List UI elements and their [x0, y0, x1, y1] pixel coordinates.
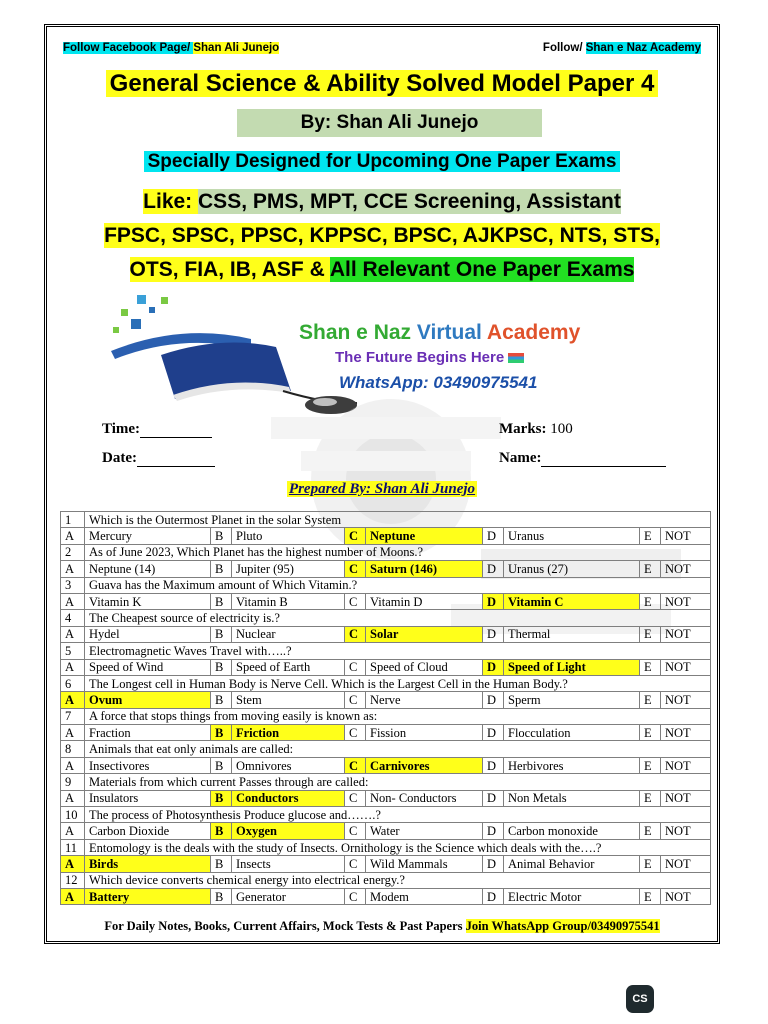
option-letter[interactable]: C — [345, 790, 366, 806]
academy-whatsapp: WhatsApp: 03490975541 — [339, 373, 538, 392]
question-text: Entomology is the deals with the study of Insects. Ornithology is the Science which deals with the….? — [85, 839, 711, 855]
option-text[interactable]: Vitamin B — [232, 593, 345, 609]
question-number: 6 — [61, 675, 85, 691]
option-text[interactable]: Non- Conductors — [366, 790, 483, 806]
option-text[interactable]: Herbivores — [504, 757, 640, 773]
option-text[interactable]: Hydel — [85, 626, 211, 642]
option-text[interactable]: Vitamin K — [85, 593, 211, 609]
option-letter[interactable]: C — [345, 888, 366, 904]
option-letter[interactable]: D — [483, 692, 504, 708]
option-text[interactable]: NOT — [661, 823, 711, 839]
question-row — [61, 708, 711, 724]
question-number: 4 — [61, 610, 85, 626]
byline: By: Shan Ali Junejo — [237, 109, 542, 137]
option-text[interactable]: NOT — [661, 856, 711, 872]
academy-tagline — [335, 349, 524, 366]
name-field — [499, 450, 666, 467]
option-letter[interactable]: B — [211, 888, 232, 904]
option-letter[interactable]: D — [483, 823, 504, 839]
time-label: Time: — [102, 421, 141, 437]
time-field — [102, 421, 212, 438]
prepared-by-text: Prepared By: Shan Ali Junejo — [288, 481, 476, 497]
option-text[interactable]: NOT — [661, 528, 711, 544]
option-text[interactable]: Speed of Earth — [232, 659, 345, 675]
paper-title-text: General Science & Ability Solved Model Paper 4 — [106, 70, 659, 97]
correct-answer[interactable]: Friction — [232, 725, 345, 741]
question-text: Which is the Outermost Planet in the solar System — [85, 512, 711, 528]
option-letter[interactable]: D — [483, 626, 504, 642]
option-letter[interactable]: D — [483, 725, 504, 741]
time-blank[interactable] — [140, 437, 212, 438]
correct-answer[interactable]: Saturn (146) — [366, 561, 483, 577]
option-letter[interactable]: E — [640, 856, 661, 872]
option-text[interactable]: Sperm — [504, 692, 640, 708]
prepared-by — [47, 480, 717, 498]
option-letter[interactable]: B — [211, 626, 232, 642]
option-text[interactable]: Jupiter (95) — [232, 561, 345, 577]
question-row — [61, 807, 711, 823]
options-row — [61, 823, 711, 839]
option-letter[interactable]: C — [345, 528, 366, 544]
option-letter[interactable]: B — [211, 659, 232, 675]
question-row — [61, 610, 711, 626]
option-letter[interactable]: B — [211, 790, 232, 806]
option-letter[interactable]: D — [483, 659, 504, 675]
option-letter[interactable]: E — [640, 659, 661, 675]
question-number: 8 — [61, 741, 85, 757]
exam-list-line-2-text: FPSC, SPSC, PPSC, KPPSC, BPSC, AJKPSC, NTS, STS, — [104, 224, 660, 247]
option-letter[interactable]: A — [61, 856, 85, 872]
option-letter[interactable]: E — [640, 626, 661, 642]
option-letter[interactable]: C — [345, 856, 366, 872]
option-letter[interactable]: E — [640, 823, 661, 839]
paper-title — [47, 69, 717, 99]
correct-answer[interactable]: Battery — [85, 888, 211, 904]
question-text: The Cheapest source of electricity is.? — [85, 610, 711, 626]
option-text[interactable]: Insectivores — [85, 757, 211, 773]
question-text: A force that stops things from moving easily is known as: — [85, 708, 711, 724]
footer-text: For Daily Notes, Books, Current Affairs, Mock Tests & Past Papers — [104, 919, 466, 933]
correct-answer[interactable]: Solar — [366, 626, 483, 642]
option-text[interactable]: Nuclear — [232, 626, 345, 642]
option-letter[interactable]: B — [211, 856, 232, 872]
option-text[interactable]: Non Metals — [504, 790, 640, 806]
exam-list-line-3 — [47, 255, 717, 284]
option-letter[interactable]: E — [640, 725, 661, 741]
option-letter[interactable]: C — [345, 659, 366, 675]
follow-academy — [543, 41, 701, 56]
option-text[interactable]: NOT — [661, 790, 711, 806]
option-text[interactable]: Carbon Dioxide — [85, 823, 211, 839]
academy-logo — [101, 295, 661, 415]
option-letter[interactable]: A — [61, 888, 85, 904]
options-row — [61, 790, 711, 806]
option-letter[interactable]: C — [345, 593, 366, 609]
option-letter[interactable]: A — [61, 626, 85, 642]
option-text[interactable]: NOT — [661, 888, 711, 904]
follow-facebook-prefix: Follow Facebook Page/ — [63, 42, 194, 54]
options-row — [61, 659, 711, 675]
option-letter[interactable]: E — [640, 790, 661, 806]
option-letter[interactable]: B — [211, 593, 232, 609]
option-letter[interactable]: C — [345, 692, 366, 708]
option-text[interactable]: Electric Motor — [504, 888, 640, 904]
question-row — [61, 872, 711, 888]
question-number: 3 — [61, 577, 85, 593]
question-number: 1 — [61, 512, 85, 528]
question-text: As of June 2023, Which Planet has the highest number of Moons.? — [85, 544, 711, 560]
options-row — [61, 856, 711, 872]
option-letter[interactable]: E — [640, 593, 661, 609]
options-row — [61, 593, 711, 609]
exam-list-line-1 — [47, 187, 717, 216]
marks-value: 100 — [550, 421, 573, 437]
question-row — [61, 774, 711, 790]
option-letter[interactable]: A — [61, 692, 85, 708]
option-letter[interactable]: A — [61, 823, 85, 839]
option-text[interactable]: Fission — [366, 725, 483, 741]
option-text[interactable]: Vitamin D — [366, 593, 483, 609]
follow-facebook-name: Shan Ali Junejo — [193, 42, 280, 54]
question-row — [61, 544, 711, 560]
option-letter[interactable]: E — [640, 561, 661, 577]
option-letter[interactable]: B — [211, 757, 232, 773]
question-row — [61, 675, 711, 691]
academy-name-b: Virtual — [416, 321, 487, 344]
option-letter[interactable]: D — [483, 593, 504, 609]
options-row — [61, 725, 711, 741]
correct-answer[interactable]: Oxygen — [232, 823, 345, 839]
option-letter[interactable]: B — [211, 823, 232, 839]
option-letter[interactable]: C — [345, 725, 366, 741]
specially-designed-text: Specially Designed for Upcoming One Paper Exams — [144, 151, 621, 172]
question-text: The Longest cell in Human Body is Nerve Cell. Which is the Largest Cell in the Human Body.? — [85, 675, 711, 691]
option-text[interactable]: Pluto — [232, 528, 345, 544]
option-letter[interactable]: A — [61, 725, 85, 741]
option-letter[interactable]: C — [345, 561, 366, 577]
options-row — [61, 757, 711, 773]
date-blank[interactable] — [137, 466, 215, 467]
name-blank[interactable] — [541, 466, 666, 467]
option-letter[interactable]: B — [211, 561, 232, 577]
option-letter[interactable]: D — [483, 757, 504, 773]
question-text: Materials from which current Passes through are called: — [85, 774, 711, 790]
option-letter[interactable]: C — [345, 757, 366, 773]
correct-answer[interactable]: Conductors — [232, 790, 345, 806]
option-letter[interactable]: E — [640, 888, 661, 904]
like-prefix: Like: — [143, 190, 199, 213]
option-text[interactable]: Speed of Cloud — [366, 659, 483, 675]
marks-label: Marks: — [499, 421, 547, 437]
question-text: Which device converts chemical energy into electrical energy.? — [85, 872, 711, 888]
question-row — [61, 512, 711, 528]
academy-name — [299, 321, 580, 345]
paper-page — [44, 24, 720, 944]
question-number: 5 — [61, 643, 85, 659]
options-row — [61, 692, 711, 708]
option-text[interactable]: NOT — [661, 659, 711, 675]
date-field — [102, 450, 215, 467]
exam-list-line-2 — [47, 221, 717, 250]
question-row — [61, 577, 711, 593]
books-icon — [508, 353, 524, 363]
name-label: Name: — [499, 450, 542, 466]
option-letter[interactable]: D — [483, 790, 504, 806]
like-exams: CSS, PMS, MPT, CCE Screening, Assistant — [198, 190, 621, 213]
option-letter[interactable]: A — [61, 593, 85, 609]
option-letter[interactable]: C — [345, 823, 366, 839]
option-text[interactable]: Water — [366, 823, 483, 839]
date-label: Date: — [102, 450, 137, 466]
question-number: 10 — [61, 807, 85, 823]
academy-name-c: Academy — [486, 321, 581, 344]
option-text[interactable]: Mercury — [85, 528, 211, 544]
follow-academy-prefix: Follow/ — [542, 42, 586, 54]
option-letter[interactable]: E — [640, 757, 661, 773]
question-row — [61, 643, 711, 659]
option-letter[interactable]: D — [483, 856, 504, 872]
correct-answer[interactable]: Vitamin C — [504, 593, 640, 609]
exam-list-line-3-a: OTS, FIA, IB, ASF & — [129, 258, 330, 281]
option-letter[interactable]: A — [61, 790, 85, 806]
option-letter[interactable]: D — [483, 888, 504, 904]
correct-answer[interactable]: Carnivores — [366, 757, 483, 773]
exam-list-line-3-b: All Relevant One Paper Exams — [329, 258, 635, 281]
footer — [47, 919, 717, 934]
question-row — [61, 839, 711, 855]
question-number: 7 — [61, 708, 85, 724]
follow-academy-name: Shan e Naz Academy — [585, 42, 701, 54]
question-text: Electromagnetic Waves Travel with…..? — [85, 643, 711, 659]
question-number: 12 — [61, 872, 85, 888]
option-letter[interactable]: A — [61, 561, 85, 577]
options-row — [61, 528, 711, 544]
option-text[interactable]: Animal Behavior — [504, 856, 640, 872]
option-text[interactable]: NOT — [661, 561, 711, 577]
correct-answer[interactable]: Ovum — [85, 692, 211, 708]
specially-designed — [47, 149, 717, 174]
question-text: Animals that eat only animals are called: — [85, 741, 711, 757]
question-text: Guava has the Maximum amount of Which Vitamin.? — [85, 577, 711, 593]
correct-answer[interactable]: Neptune — [366, 528, 483, 544]
option-text[interactable]: Uranus — [504, 528, 640, 544]
option-text[interactable]: NOT — [661, 757, 711, 773]
camscanner-badge-icon[interactable]: CS — [626, 985, 654, 1013]
option-letter[interactable]: A — [61, 757, 85, 773]
option-text[interactable]: Modem — [366, 888, 483, 904]
option-text[interactable]: Flocculation — [504, 725, 640, 741]
options-row — [61, 626, 711, 642]
marks-field — [499, 421, 573, 438]
option-text[interactable]: Speed of Wind — [85, 659, 211, 675]
option-text[interactable]: Generator — [232, 888, 345, 904]
option-text[interactable]: Insulators — [85, 790, 211, 806]
correct-answer[interactable]: Birds — [85, 856, 211, 872]
option-letter[interactable]: D — [483, 528, 504, 544]
follow-facebook — [63, 41, 279, 56]
question-row — [61, 741, 711, 757]
option-text[interactable]: Neptune (14) — [85, 561, 211, 577]
option-text[interactable]: NOT — [661, 725, 711, 741]
option-letter[interactable]: A — [61, 659, 85, 675]
options-row — [61, 888, 711, 904]
correct-answer[interactable]: Speed of Light — [504, 659, 640, 675]
question-number: 11 — [61, 839, 85, 855]
option-text[interactable]: Carbon monoxide — [504, 823, 640, 839]
footer-whatsapp-group[interactable]: Join WhatsApp Group/03490975541 — [465, 919, 660, 933]
option-letter[interactable]: C — [345, 626, 366, 642]
option-letter[interactable]: B — [211, 692, 232, 708]
option-letter[interactable]: D — [483, 561, 504, 577]
option-text[interactable]: Fraction — [85, 725, 211, 741]
option-text[interactable]: Omnivores — [232, 757, 345, 773]
question-number: 2 — [61, 544, 85, 560]
option-text[interactable]: Thermal — [504, 626, 640, 642]
option-text[interactable]: NOT — [661, 692, 711, 708]
option-text[interactable]: Nerve — [366, 692, 483, 708]
option-text[interactable]: Stem — [232, 692, 345, 708]
option-text[interactable]: NOT — [661, 626, 711, 642]
questions-table — [60, 511, 711, 905]
option-text[interactable]: Wild Mammals — [366, 856, 483, 872]
academy-tagline-text: The Future Begins Here — [335, 349, 505, 366]
option-letter[interactable]: E — [640, 528, 661, 544]
academy-name-a: Shan e Naz — [299, 321, 417, 344]
option-letter[interactable]: E — [640, 692, 661, 708]
option-text[interactable]: Insects — [232, 856, 345, 872]
options-row — [61, 561, 711, 577]
question-text: The process of Photosynthesis Produce glucose and…….? — [85, 807, 711, 823]
question-number: 9 — [61, 774, 85, 790]
option-letter[interactable]: A — [61, 528, 85, 544]
option-letter[interactable]: B — [211, 725, 232, 741]
option-letter[interactable]: B — [211, 528, 232, 544]
option-text[interactable]: NOT — [661, 593, 711, 609]
option-text[interactable]: Uranus (27) — [504, 561, 640, 577]
